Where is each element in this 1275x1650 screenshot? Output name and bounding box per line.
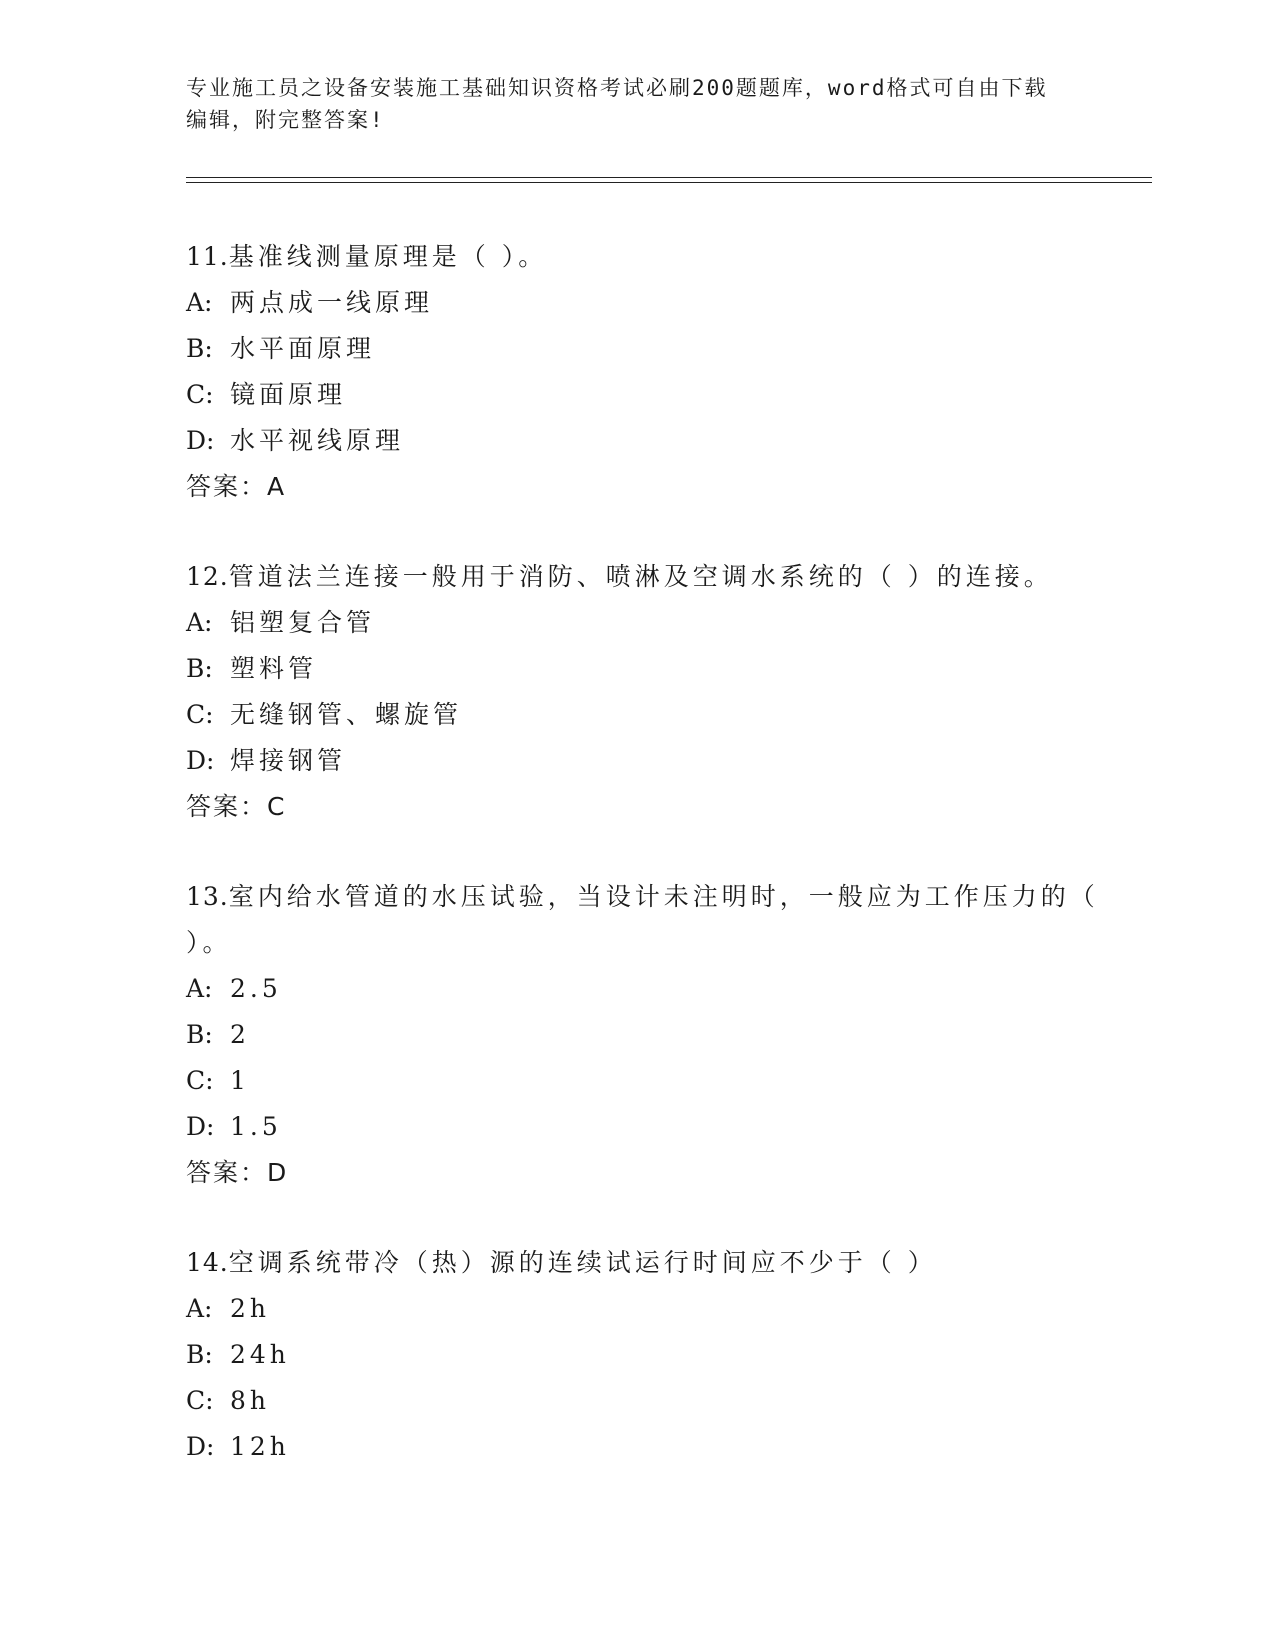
question-11 [186, 234, 1146, 510]
question-stem [186, 234, 1146, 280]
option-letter: B: [186, 334, 213, 363]
option-a [186, 280, 1146, 326]
option-letter: A: [186, 1294, 213, 1323]
option-text: 2 [230, 1020, 250, 1049]
option-b [186, 326, 1146, 372]
option-c [186, 692, 1146, 738]
option-a [186, 1286, 1146, 1332]
option-letter: A: [186, 288, 213, 317]
option-text: 1 [230, 1066, 250, 1095]
question-text: 空调系统带冷（热）源的连续试运行时间应不少于（ ） [228, 1248, 937, 1277]
option-text: 水平面原理 [230, 334, 376, 363]
option-text: 镜面原理 [230, 380, 347, 409]
option-text: 无缝钢管、螺旋管 [230, 700, 463, 729]
option-d [186, 738, 1146, 784]
option-letter: B: [186, 654, 213, 683]
option-letter: A: [186, 974, 213, 1003]
option-text: 1.5 [230, 1112, 282, 1141]
option-text: 水平视线原理 [230, 426, 405, 455]
option-c [186, 372, 1146, 418]
option-a [186, 966, 1146, 1012]
option-d [186, 1424, 1146, 1470]
option-text: 12h [230, 1432, 290, 1461]
option-text: 2h [230, 1294, 271, 1323]
option-text: 两点成一线原理 [230, 288, 434, 317]
option-letter: C: [186, 700, 214, 729]
option-letter: D: [186, 1112, 215, 1141]
option-c [186, 1058, 1146, 1104]
option-letter: B: [186, 1020, 213, 1049]
option-letter: C: [186, 380, 214, 409]
question-number: 11. [186, 242, 229, 271]
option-letter: D: [186, 426, 215, 455]
option-letter: C: [186, 1066, 214, 1095]
question-number: 12. [186, 562, 229, 591]
option-c [186, 1378, 1146, 1424]
option-b [186, 646, 1146, 692]
option-text: 8h [230, 1386, 271, 1415]
option-letter: D: [186, 746, 215, 775]
question-12 [186, 554, 1146, 830]
question-14 [186, 1240, 1146, 1470]
option-text: 塑料管 [230, 654, 318, 683]
option-letter: C: [186, 1386, 214, 1415]
option-letter: B: [186, 1340, 213, 1369]
answer-line: 答案：C [186, 792, 287, 821]
answer-line: 答案：D [186, 1158, 289, 1187]
option-d [186, 418, 1146, 464]
option-d [186, 1104, 1146, 1150]
answer-line: 答案：A [186, 472, 287, 501]
option-text: 24h [230, 1340, 290, 1369]
question-stem [186, 1240, 1146, 1286]
option-letter: D: [186, 1432, 215, 1461]
header-divider-top [186, 177, 1152, 178]
header-divider-bottom [186, 182, 1152, 183]
option-a [186, 600, 1146, 646]
question-number: 14. [186, 1248, 229, 1277]
question-text: 基准线测量原理是（ ）。 [228, 242, 548, 271]
question-text: 管道法兰连接一般用于消防、喷淋及空调水系统的（ ）的连接。 [228, 562, 1053, 591]
question-stem [186, 554, 1146, 600]
document-header: 专业施工员之设备安装施工基础知识资格考试必刷200题题库，word格式可自由下载编辑，附完整答案! [186, 76, 1048, 132]
question-number: 13. [186, 882, 229, 911]
option-text: 焊接钢管 [230, 746, 347, 775]
option-text: 2.5 [230, 974, 282, 1003]
option-text: 铝塑复合管 [230, 608, 376, 637]
option-letter: A: [186, 608, 213, 637]
question-13 [186, 874, 1146, 1196]
option-b [186, 1012, 1146, 1058]
option-b [186, 1332, 1146, 1378]
question-text: 室内给水管道的水压试验，当设计未注明时，一般应为工作压力的（ ）。 [186, 882, 1099, 957]
question-stem [186, 874, 1146, 966]
